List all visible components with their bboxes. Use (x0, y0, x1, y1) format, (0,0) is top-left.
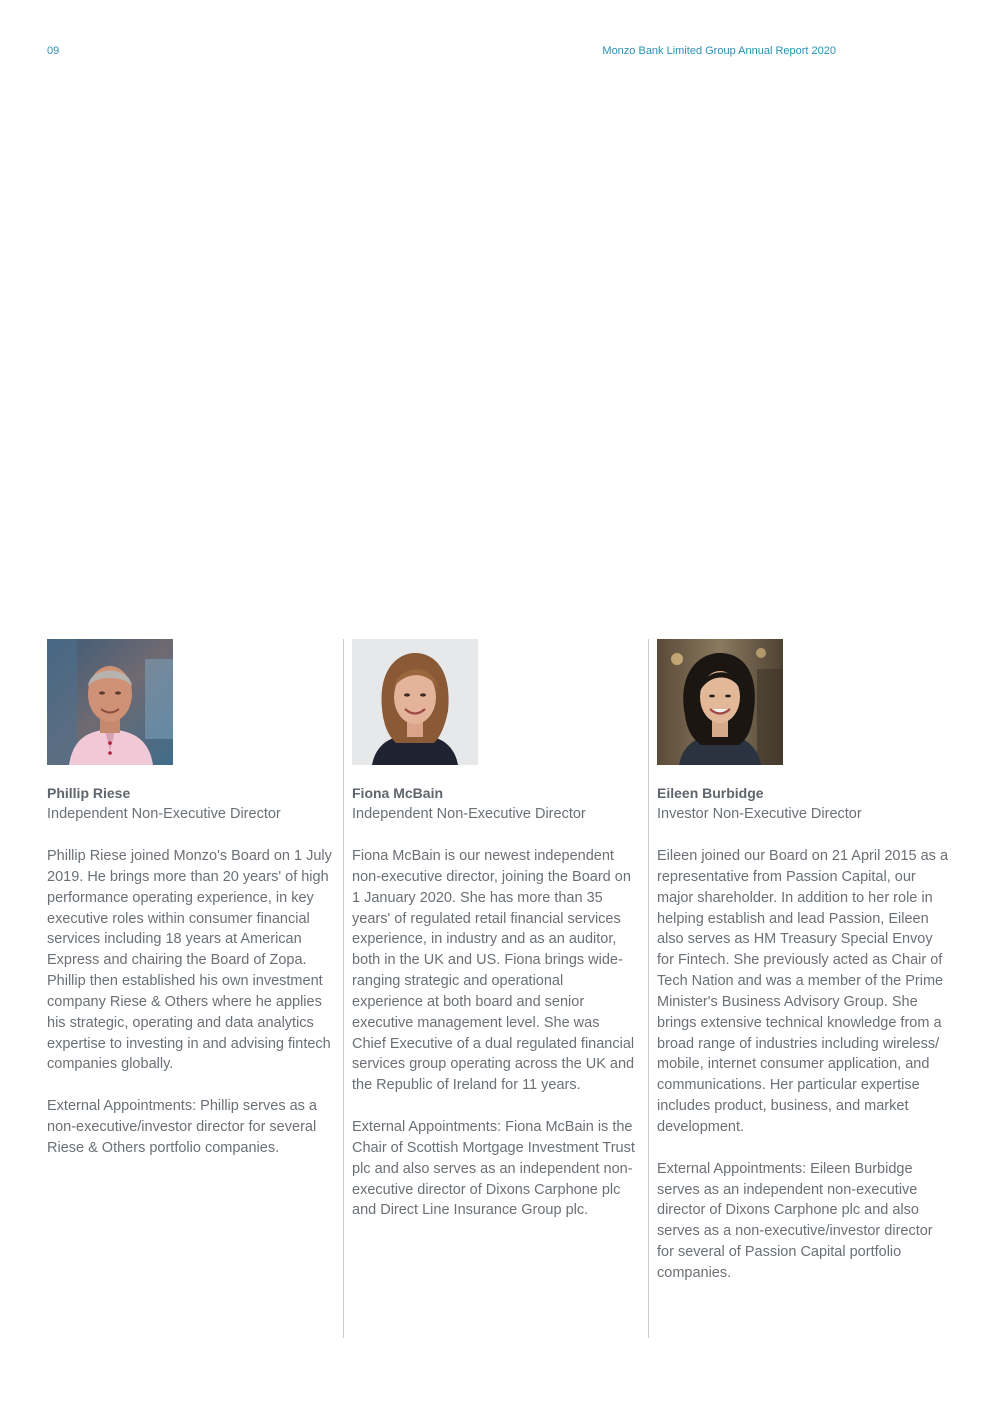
director-external-appointments: External Appointments: Eileen Burbidge serves as an independent non-executive director of Dixons Carphone plc and also serves as a non-executive/investor director for several of Passion Capital portfolio companies. (657, 1160, 933, 1281)
director-card-phillip-riese (47, 639, 332, 1180)
portrait-fiona-mcbain (352, 639, 478, 765)
page-header (47, 45, 836, 59)
director-name: Fiona McBain (352, 785, 444, 801)
director-name: Phillip Riese (47, 785, 131, 801)
page-number: 09 (47, 45, 60, 57)
director-bio: Phillip Riese joined Monzo's Board on 1 July 2019. He brings more than 20 years' of high performance operating experience, in key executive roles within consumer financial services including 18 years at American Express and chairing the Board of Zopa. Phillip then established his own investment company Riese & Others where he applies his strategic, operating and data analytics expertise to investing in and advising fintech companies globally. (47, 848, 332, 1073)
director-card-fiona-mcbain (352, 639, 637, 1242)
portrait-phillip-riese (47, 639, 173, 765)
director-bio: Fiona McBain is our newest independent non-executive director, joining the Board on 1 January 2020. She has more than 35 years' of regulated retail financial services experience, in industry and as an auditor, both in the UK and US. Fiona brings wide-ranging strategic and operational experience at both board and senior executive management level. She was Chief Executive of a dual regulated financial services group operating across the UK and the Republic of Ireland for 11 years. (352, 848, 635, 1094)
director-role: Independent Non-Executive Director (47, 806, 281, 822)
column-divider (648, 639, 649, 1338)
portrait-eileen-burbidge (657, 639, 783, 765)
report-title: Monzo Bank Limited Group Annual Report 2020 (602, 45, 836, 57)
director-name: Eileen Burbidge (657, 785, 764, 801)
director-role: Investor Non-Executive Director (657, 806, 862, 822)
director-external-appointments: External Appointments: Phillip serves as a non-executive/investor director for several Riese & Others portfolio companies. (47, 1098, 317, 1156)
director-role: Independent Non-Executive Director (352, 806, 586, 822)
director-bio: Eileen joined our Board on 21 April 2015 as a representative from Passion Capital, our major shareholder. In addition to her role in helping establish and lead Passion, Eileen also serves as HM Treasury Special Envoy for Fintech. She previously acted as Chair of Tech Nation and was a member of the Prime Minister's Business Advisory Group. She brings extensive technical knowledge from a broad range of industries including wireless/ mobile, internet consumer application, and communications. Her particular expertise includes product, business, and market development. (657, 848, 949, 1135)
column-divider (343, 639, 344, 1338)
director-card-eileen-burbidge (657, 639, 949, 1305)
director-external-appointments: External Appointments: Fiona McBain is the Chair of Scottish Mortgage Investment Trust plc and also serves as an independent non-executive director of Dixons Carphone plc and Direct Line Insurance Group plc. (352, 1118, 635, 1219)
